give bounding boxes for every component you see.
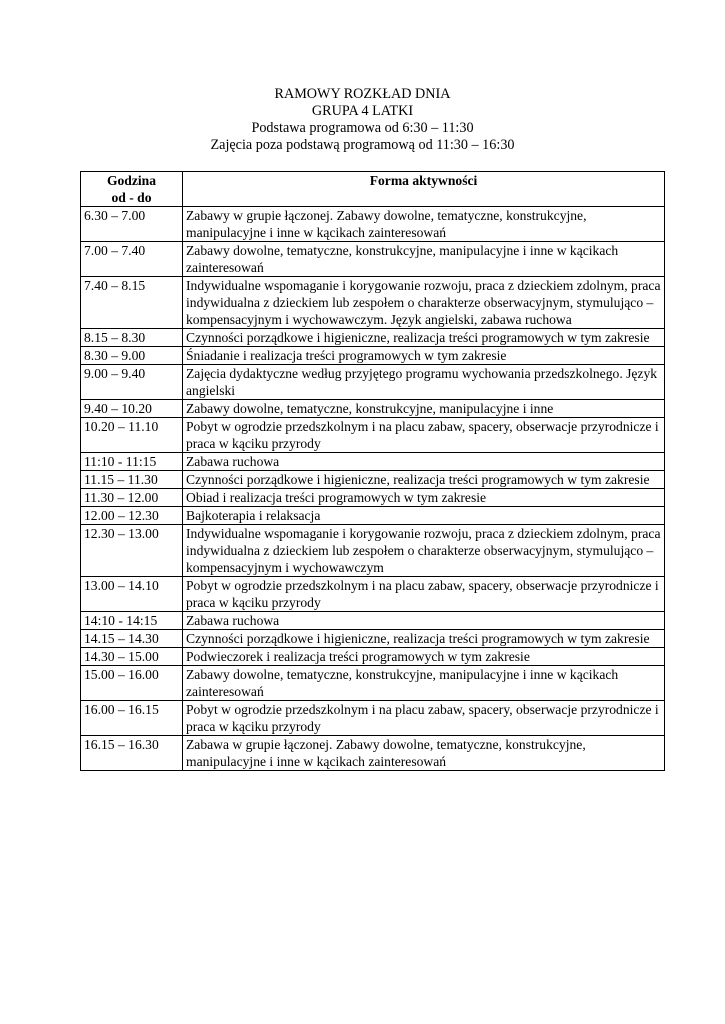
activity-cell: Zabawy dowolne, tematyczne, konstrukcyjne, manipulacyjne i inne [183,400,665,418]
activity-cell: Pobyt w ogrodzie przedszkolnym i na placu zabaw, spacery, obserwacje przyrodnicze i praca w kąciku przyrody [183,701,665,736]
group-name: GRUPA 4 LATKI [311,103,414,119]
time-cell: 11.15 – 11.30 [81,471,183,489]
time-cell: 8.15 – 8.30 [81,329,183,347]
document-header [0,86,725,154]
table-row [81,736,665,771]
activity-cell: Czynności porządkowe i higieniczne, realizacja treści programowych w tym zakresie [183,471,665,489]
time-cell: 9.00 – 9.40 [81,365,183,400]
column-header-time-line2: od - do [111,190,152,205]
time-cell: 12.00 – 12.30 [81,507,183,525]
activity-cell: Zabawy dowolne, tematyczne, konstrukcyjne, manipulacyjne i inne w kącikach zainteresowań [183,242,665,277]
time-cell: 16.00 – 16.15 [81,701,183,736]
extra-activities-hours: Zajęcia poza podstawą programową od 11:30 – 16:30 [210,137,515,153]
table-row [81,648,665,666]
table-row [81,471,665,489]
column-header-time-line1: Godzina [106,173,157,188]
activity-cell: Obiad i realizacja treści programowych w tym zakresie [183,489,665,507]
table-row [81,525,665,577]
time-cell: 12.30 – 13.00 [81,525,183,577]
time-cell: 7.00 – 7.40 [81,242,183,277]
activity-cell: Zajęcia dydaktyczne według przyjętego programu wychowania przedszkolnego. Język angielski [183,365,665,400]
time-cell: 13.00 – 14.10 [81,577,183,612]
activity-cell: Zabawa ruchowa [183,612,665,630]
time-cell: 7.40 – 8.15 [81,277,183,329]
table-row [81,666,665,701]
table-row [81,507,665,525]
activity-cell: Zabawa w grupie łączonej. Zabawy dowolne, tematyczne, konstrukcyjne, manipulacyjne i inne w kącikach zainteresowań [183,736,665,771]
table-row [81,701,665,736]
time-cell: 6.30 – 7.00 [81,207,183,242]
table-row [81,577,665,612]
time-cell: 14:10 - 14:15 [81,612,183,630]
table-row [81,489,665,507]
activity-cell: Pobyt w ogrodzie przedszkolnym i na placu zabaw, spacery, obserwacje przyrodnicze i praca w kąciku przyrody [183,418,665,453]
time-cell: 16.15 – 16.30 [81,736,183,771]
time-cell: 10.20 – 11.10 [81,418,183,453]
time-cell: 11.30 – 12.00 [81,489,183,507]
table-row [81,453,665,471]
schedule-table [80,171,665,771]
schedule-body [81,207,665,771]
activity-cell: Czynności porządkowe i higieniczne, realizacja treści programowych w tym zakresie [183,329,665,347]
table-row [81,347,665,365]
time-cell: 9.40 – 10.20 [81,400,183,418]
table-row [81,612,665,630]
activity-cell: Czynności porządkowe i higieniczne, realizacja treści programowych w tym zakresie [183,630,665,648]
time-cell: 14.15 – 14.30 [81,630,183,648]
column-header-time [81,172,183,207]
activity-cell: Zabawa ruchowa [183,453,665,471]
table-row [81,277,665,329]
table-row [81,365,665,400]
table-row [81,207,665,242]
time-cell: 11:10 - 11:15 [81,453,183,471]
activity-cell: Śniadanie i realizacja treści programowych w tym zakresie [183,347,665,365]
time-cell: 8.30 – 9.00 [81,347,183,365]
table-row [81,400,665,418]
document-title: RAMOWY ROZKŁAD DNIA [274,86,451,102]
table-header-row [81,172,665,207]
time-cell: 14.30 – 15.00 [81,648,183,666]
column-header-activity: Forma aktywności [183,172,665,207]
time-cell: 15.00 – 16.00 [81,666,183,701]
activity-cell: Zabawy w grupie łączonej. Zabawy dowolne, tematyczne, konstrukcyjne, manipulacyjne i inne w kącikach zainteresowań [183,207,665,242]
activity-cell: Zabawy dowolne, tematyczne, konstrukcyjne, manipulacyjne i inne w kącikach zainteresowań [183,666,665,701]
core-curriculum-hours: Podstawa programowa od 6:30 – 11:30 [251,120,474,136]
activity-cell: Indywidualne wspomaganie i korygowanie rozwoju, praca z dzieckiem zdolnym, praca indywidualna z dzieckiem lub zespołem o charakterze obserwacyjnym, stymulująco – kompensacyjnym i wychowawczym. Język angielski, zabawa ruchowa [183,277,665,329]
activity-cell: Podwieczorek i realizacja treści programowych w tym zakresie [183,648,665,666]
table-row [81,630,665,648]
table-row [81,242,665,277]
activity-cell: Indywidualne wspomaganie i korygowanie rozwoju, praca z dzieckiem zdolnym, praca indywidualna z dzieckiem lub zespołem o charakterze obserwacyjnym, stymulująco – kompensacyjnym i wychowawczym [183,525,665,577]
table-row [81,329,665,347]
table-row [81,418,665,453]
activity-cell: Pobyt w ogrodzie przedszkolnym i na placu zabaw, spacery, obserwacje przyrodnicze i praca w kąciku przyrody [183,577,665,612]
activity-cell: Bajkoterapia i relaksacja [183,507,665,525]
